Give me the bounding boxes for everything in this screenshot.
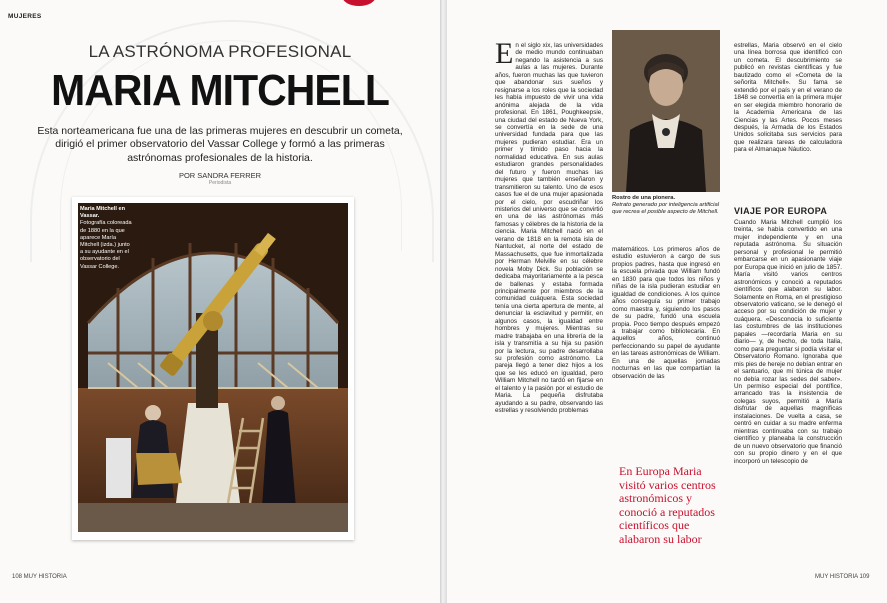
portrait-photo — [612, 30, 720, 192]
section-label: MUJERES — [8, 13, 42, 20]
article-lead: Esta norteamericana fue una de las primeras mujeres en descubrir un cometa, dirigió el primer observatorio del Vassar College y formó a las primeras astrónomas profesionales de la historia. — [37, 125, 403, 164]
portrait-caption — [612, 195, 720, 217]
pull-quote: En Europa Maria visitó varios centros astronómicos y conoció a reputados científicos que alabaron su labor — [619, 464, 716, 546]
page-folio-right: MUY HISTORIA 109 — [815, 574, 870, 580]
body-column-1 — [495, 42, 603, 558]
photo-caption-title: Maria Mitchell en Vassar. — [80, 206, 126, 220]
dropcap: E — [495, 42, 514, 70]
right-page — [447, 0, 887, 603]
byline: POR SANDRA FERRER — [178, 171, 262, 180]
page-spine — [440, 0, 447, 603]
article-kicker: LA ASTRÓNOMA PROFESIONAL — [88, 42, 352, 61]
red-tab-decoration — [342, 0, 376, 6]
byline-role: Periodista — [208, 180, 232, 186]
article-title: MARIA MITCHELL — [51, 66, 389, 115]
body-column-3b: Cuando Maria Mitchell cumplió los treinta, se había convertido en una mujer independiente y en una reputada astrónoma. Su situación personal y profesional le permitió embarcarse en un apasionante viaje por Europa que inició en julio de 1857. María visitó varios centros astronómicos y conoció a reputados científicos que alabaron su labor. Solamente en Roma, en el prestigioso observatorio vaticano, se le denegó el acceso por su condición de mujer y cuáquera. «Desconocía lo suficiente las costumbres de las instituciones papales —recordaría Maria en su diario— y, de hecho, de toda Italia, como para preguntar si podía visitar el Observatorio Romano. Ignoraba que mis pies de hereje no debían entrar en el santuario, que mi túnica de mujer no debía rozar las sedes del saber». Un permiso especial del pontífice, arrancado tras la insistencia de colegas suyos, permitió a María disfrutar de aquellas magníficas instalaciones. De vuelta a casa, se centró en cuidar a su madre enferma mientras continuaba con su trabajo científico y planeaba la construcción de un nuevo observatorio que financió con su propio dinero y en el que incorporó un telescopio de — [734, 219, 842, 465]
section-heading: VIAJE POR EUROPA — [734, 206, 828, 216]
body-column-3a: estrellas, Maria observó en el cielo una línea borrosa que identificó con un cometa. El descubrimiento se publicó en revistas científicas y fue bautizado como el «Cometa de la señorita Mitchell». Su fama se extendió por el país y en el verano de 1848 se convertía en la primera mujer en ser elegida miembro honorario de la Academia Americana de las Ciencias y las Artes. Pocos meses después, la Armada de los Estados Unidos solicitaba sus servicios para que realizara tareas de calculadora para el Almanaque Náutico. — [734, 42, 842, 154]
portrait-illustration — [612, 30, 720, 192]
body-column-1-text: n el siglo xix, las universidades de medio mundo continuaban negando la asistencia a sus aulas a las mujeres. Durante años, fueron muchas las que tuvieron que abandonar sus sueños y resignarse a los roles que la sociedad les había impuesto de vivir una vida anónima alejada de la vida profesional. En 1861, Poughkeepsie, una ciudad del estado de Nueva York, se convertía en la sede de una universidad fundada para que las mujeres pudieran estudiar. Era un primer y tímido paso hacia la normalidad educativa. En sus aulas estudiaron grandes personalidades del futuro y fueron muchas las mujeres que también enseñaron y transmitieron su talento. Uno de esos casos fue el de una mujer apasionada por el cielo, por escudriñar los misterios del universo que se convirtió en una de las astrónomas más famosas y célebres de la historia de la ciencia. Maria Mitchell nació en el verano de 1818 en la remota isla de Nantucket, al norte del estado de Massachusetts, que fue inmortalizada por Herman Melville en su célebre novela Moby Dick. Su población se dedicaba mayoritariamente a la pesca de ballenas y estaba formada principalmente por miembros de la comunidad cuáquera. Esta sociedad tenía una cierta apertura de mente, al denunciar la esclavitud y permitir, en algunos casos, la igualdad entre hombres y mujeres. Mientras su madre trabajaba en una librería de la isla y transmitía a su hija su pasión por la lectura, su padre desarrollaba su profesión como astrónomo. La pareja llegó a tener diez hijos a los que se les educó en igualdad, pero William Mitchell no tardó en fijarse en el talento y la pasión por el estudio de Maria. La pequeña disfrutaba ayudando a su padre, observando las estrellas y resolviendo problemas — [495, 42, 603, 415]
portrait-caption-title: Rostro de una pionera. — [612, 195, 676, 201]
portrait-caption-text: Retrato generado por inteligencia artificial que recrea el posible aspecto de Mitchell. — [612, 202, 719, 216]
photo-caption — [80, 206, 132, 271]
body-column-2: matemáticos. Los primeros años de estudio estuvieron a cargo de sus propios padres, hasta que ingresó en la escuela privada que William fundó en 1830 para que todos los niños y niñas de la isla pudieran estudiar en igualdad de condiciones. A los quince años conseguía su primer trabajo como maestra y, siguiendo los pasos de su padre, fundó una escuela propia. Poco tiempo después empezó a trabajar como bibliotecaria. En aquellos años, continuó perfeccionando su papel de ayudante en las tareas astronómicas de William. En una de aquellas jornadas nocturnas en las que compartían la observación de las — [612, 246, 720, 380]
left-page — [0, 0, 440, 603]
page-folio-left: 108 MUY HISTORIA — [12, 574, 67, 580]
photo-caption-text: Fotografía coloreada de 1880 en la que aparece María Mitchell (izda.) junto a su ayudante en el observatorio del Vassar College. — [80, 220, 132, 270]
